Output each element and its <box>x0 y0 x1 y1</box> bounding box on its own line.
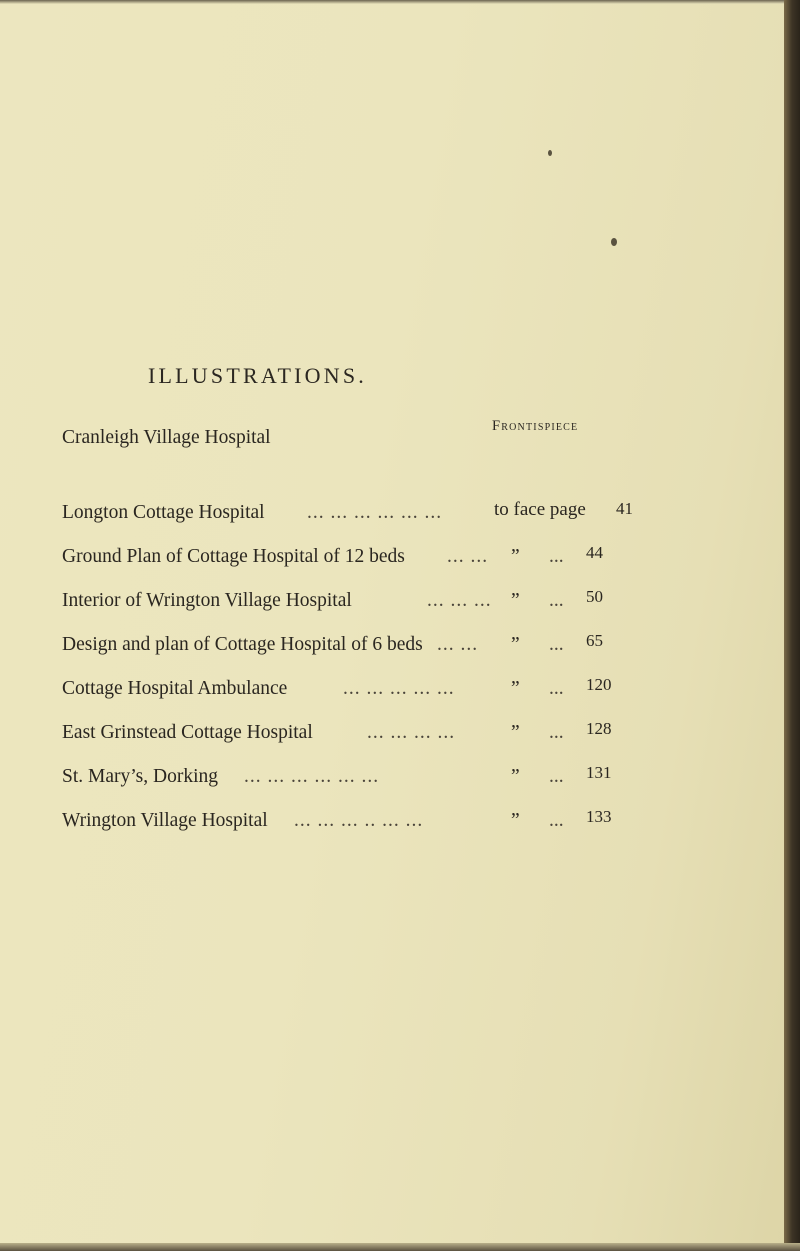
page-reference: to face page <box>494 499 586 520</box>
list-item <box>62 719 662 748</box>
page-bottom-edge <box>0 1243 800 1251</box>
page-number: 133 <box>586 807 612 826</box>
paper-speck <box>611 238 617 246</box>
list-item <box>62 499 662 528</box>
page-top-edge <box>0 0 786 4</box>
entry-label: Cranleigh Village Hospital <box>62 427 271 448</box>
dot-leader: ... ... <box>437 634 479 655</box>
page-number: 65 <box>586 631 603 650</box>
dot-leader: ... <box>549 546 564 567</box>
dot-leader: ... <box>549 766 564 787</box>
dot-leader: ... ... ... ... ... ... <box>307 502 443 523</box>
frontispiece-label: Frontispiece <box>492 418 579 434</box>
page-number: 131 <box>586 763 612 782</box>
book-spine-edge <box>784 0 800 1251</box>
dot-leader: ... ... ... <box>427 590 492 611</box>
list-item <box>62 807 662 836</box>
ditto-mark: ” <box>511 590 520 611</box>
dot-leader: ... ... ... ... ... ... <box>244 766 380 787</box>
dot-leader: ... <box>549 678 564 699</box>
entry-label: East Grinstead Cottage Hospital <box>62 722 313 743</box>
dot-leader: ... <box>549 634 564 655</box>
entry-label: Cottage Hospital Ambulance <box>62 678 288 699</box>
page-number: 128 <box>586 719 612 738</box>
entry-label: Longton Cottage Hospital <box>62 502 265 523</box>
ditto-mark: ” <box>511 810 520 831</box>
dot-leader: ... <box>549 590 564 611</box>
ditto-mark: ” <box>511 722 520 743</box>
list-item <box>62 587 662 616</box>
ditto-mark: ” <box>511 766 520 787</box>
page-number: 44 <box>586 543 603 562</box>
paper-speck <box>548 150 552 156</box>
list-item <box>62 631 662 660</box>
list-item <box>62 427 662 453</box>
dot-leader: ... ... ... ... ... <box>343 678 455 699</box>
page-title: ILLUSTRATIONS. <box>148 363 367 388</box>
dot-leader: ... <box>549 722 564 743</box>
list-item <box>62 543 662 572</box>
dot-leader: ... ... ... .. ... ... <box>294 810 424 831</box>
entry-label: Ground Plan of Cottage Hospital of 12 beds <box>62 546 405 567</box>
ditto-mark: ” <box>511 678 520 699</box>
entry-label: Interior of Wrington Village Hospital <box>62 590 352 611</box>
ditto-mark: ” <box>511 634 520 655</box>
dot-leader: ... <box>549 810 564 831</box>
page-number: 50 <box>586 587 603 606</box>
ditto-mark: ” <box>511 546 520 567</box>
list-item <box>62 763 662 792</box>
entry-label: Design and plan of Cottage Hospital of 6 beds <box>62 634 423 655</box>
entry-label: Wrington Village Hospital <box>62 810 268 831</box>
dot-leader: ... ... ... ... <box>367 722 456 743</box>
page-number: 41 <box>616 499 633 518</box>
page-number: 120 <box>586 675 612 694</box>
entry-label: St. Mary’s, Dorking <box>62 766 218 787</box>
dot-leader: ... ... <box>447 546 489 567</box>
list-item <box>62 675 662 704</box>
